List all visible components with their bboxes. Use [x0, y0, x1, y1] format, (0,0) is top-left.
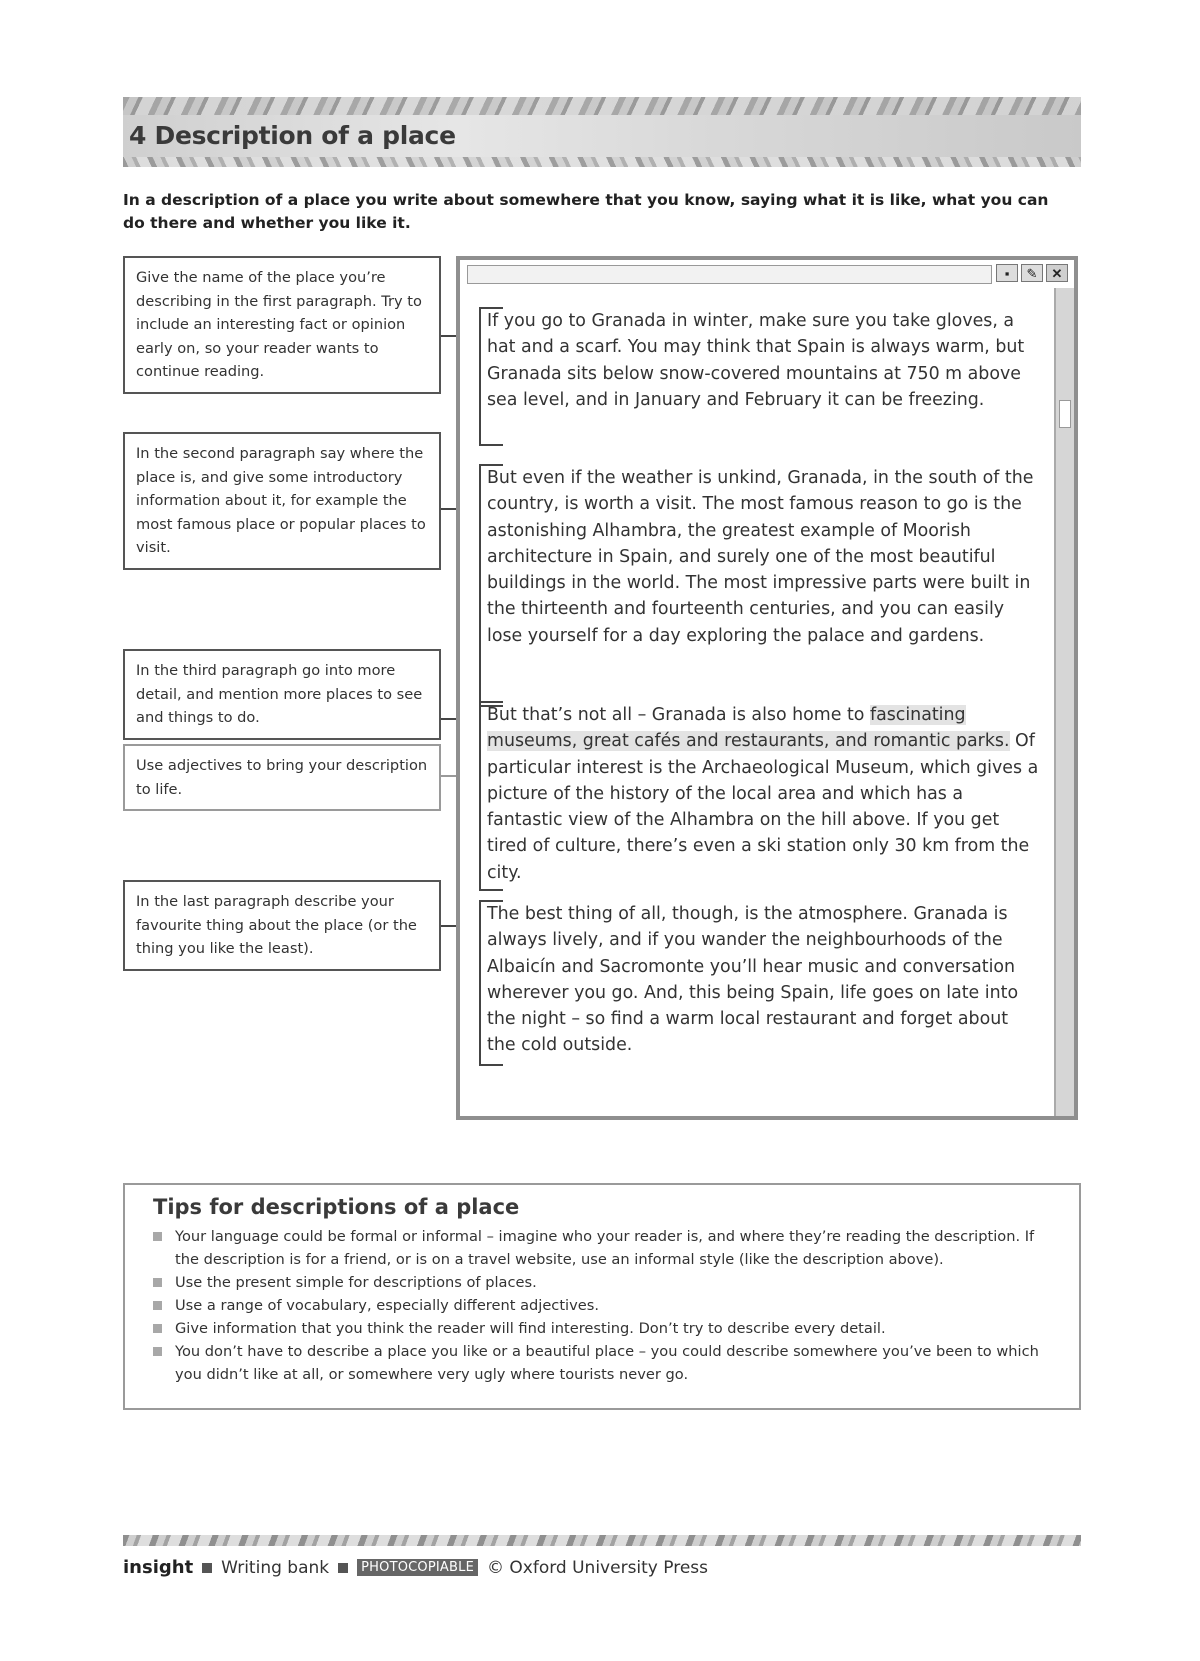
- highlight-adjective-phrase: museums, great cafés and restaurants, and romantic parks.: [487, 731, 1010, 752]
- tip-item: Use the present simple for descriptions of places.: [153, 1271, 1055, 1294]
- address-bar[interactable]: [467, 265, 992, 284]
- intro-text: In a description of a place you write about somewhere that you know, saying what it is like, what you can do there and whether you like it.: [123, 191, 1049, 232]
- page-title: 4 Description of a place: [129, 121, 456, 150]
- paragraph-4: The best thing of all, though, is the atmosphere. Granada is always lively, and if you wander the neighbourhoods of the Albaicín and Sacromonte you’ll hear music and conversation wherever you go. And, this being Spain, life goes on late into the night – so find a warm local restaurant and forget about the cold outside.: [487, 904, 1019, 1056]
- edit-button[interactable]: ✎: [1021, 264, 1043, 282]
- window-controls: [996, 264, 1068, 282]
- tip-item: Your language could be formal or informal – imagine who your reader is, and where they’re reading the description. If the description is for a friend, or is on a travel website, use an informal style (like the description above).: [153, 1225, 1055, 1271]
- scrollbar[interactable]: [1054, 288, 1074, 1116]
- footer-section: Writing bank: [221, 1557, 330, 1578]
- square-bullet-icon: [338, 1563, 348, 1573]
- footer-copyright: © Oxford University Press: [487, 1557, 709, 1578]
- photocopiable-badge: PHOTOCOPIABLE: [357, 1559, 478, 1576]
- paragraph-3-start: But that’s not all – Granada is also home to: [487, 705, 870, 725]
- banner-texture-bottom: [123, 157, 1081, 167]
- paragraph-2: But even if the weather is unkind, Granada, in the south of the country, is worth a visit. The most famous reason to go is the astonishing Alhambra, the greatest example of Moorish architecture in Spain, and surely one of the most beautiful buildings in the world. The most impressive parts were built in the thirteenth and fourteenth centuries, and you can easily lose yourself for a day exploring the palace and gardens.: [487, 468, 1034, 646]
- note-first-paragraph: Give the name of the place you’re describing in the first paragraph. Try to include an interesting fact or opinion early on, so your reader wants to continue reading.: [123, 256, 441, 394]
- note-adjectives: Use adjectives to bring your description to life.: [123, 744, 441, 811]
- tip-item: Give information that you think the reader will find interesting. Don’t try to describe every detail.: [153, 1317, 1055, 1340]
- paragraph-3-rest: Of particular interest is the Archaeological Museum, which gives a picture of the history of the local area and which has a fantastic view of the Alhambra on the hill above. If you get tired of culture, there’s even a ski station only 30 km from the city.: [487, 731, 1039, 883]
- footer-texture: [123, 1535, 1081, 1546]
- banner-texture-top: [123, 97, 1081, 115]
- square-bullet-icon: [202, 1563, 212, 1573]
- footer: [123, 1557, 708, 1578]
- paragraph-3: [487, 702, 1039, 886]
- scrollbar-thumb[interactable]: [1059, 400, 1071, 428]
- highlight-adjective: fascinating: [869, 705, 966, 725]
- tip-item: You don’t have to describe a place you like or a beautiful place – you could describe somewhere you’ve been to which you didn’t like at all, or somewhere very ugly where tourists never go.: [153, 1340, 1055, 1386]
- note-second-paragraph: In the second paragraph say where the place is, and give some introductory information about it, for example the most famous place or popular places to visit.: [123, 432, 441, 570]
- note-third-paragraph: In the third paragraph go into more detail, and mention more places to see and things to do.: [123, 649, 441, 740]
- minimize-button[interactable]: ▪: [996, 264, 1018, 282]
- close-button[interactable]: ✕: [1046, 264, 1068, 282]
- note-last-paragraph: In the last paragraph describe your favourite thing about the place (or the thing you like the least).: [123, 880, 441, 971]
- tip-item: Use a range of vocabulary, especially different adjectives.: [153, 1294, 1055, 1317]
- header-banner: [123, 97, 1081, 167]
- article-window: [456, 256, 1078, 1120]
- tips-title: Tips for descriptions of a place: [153, 1195, 520, 1219]
- tips-list: [153, 1225, 1055, 1386]
- tips-box: [123, 1183, 1081, 1410]
- paragraph-1: If you go to Granada in winter, make sure you take gloves, a hat and a scarf. You may think that Spain is always warm, but Granada sits below snow-covered mountains at 750 m above sea level, and in January and February it can be freezing.: [487, 311, 1025, 410]
- footer-brand: insight: [123, 1557, 194, 1578]
